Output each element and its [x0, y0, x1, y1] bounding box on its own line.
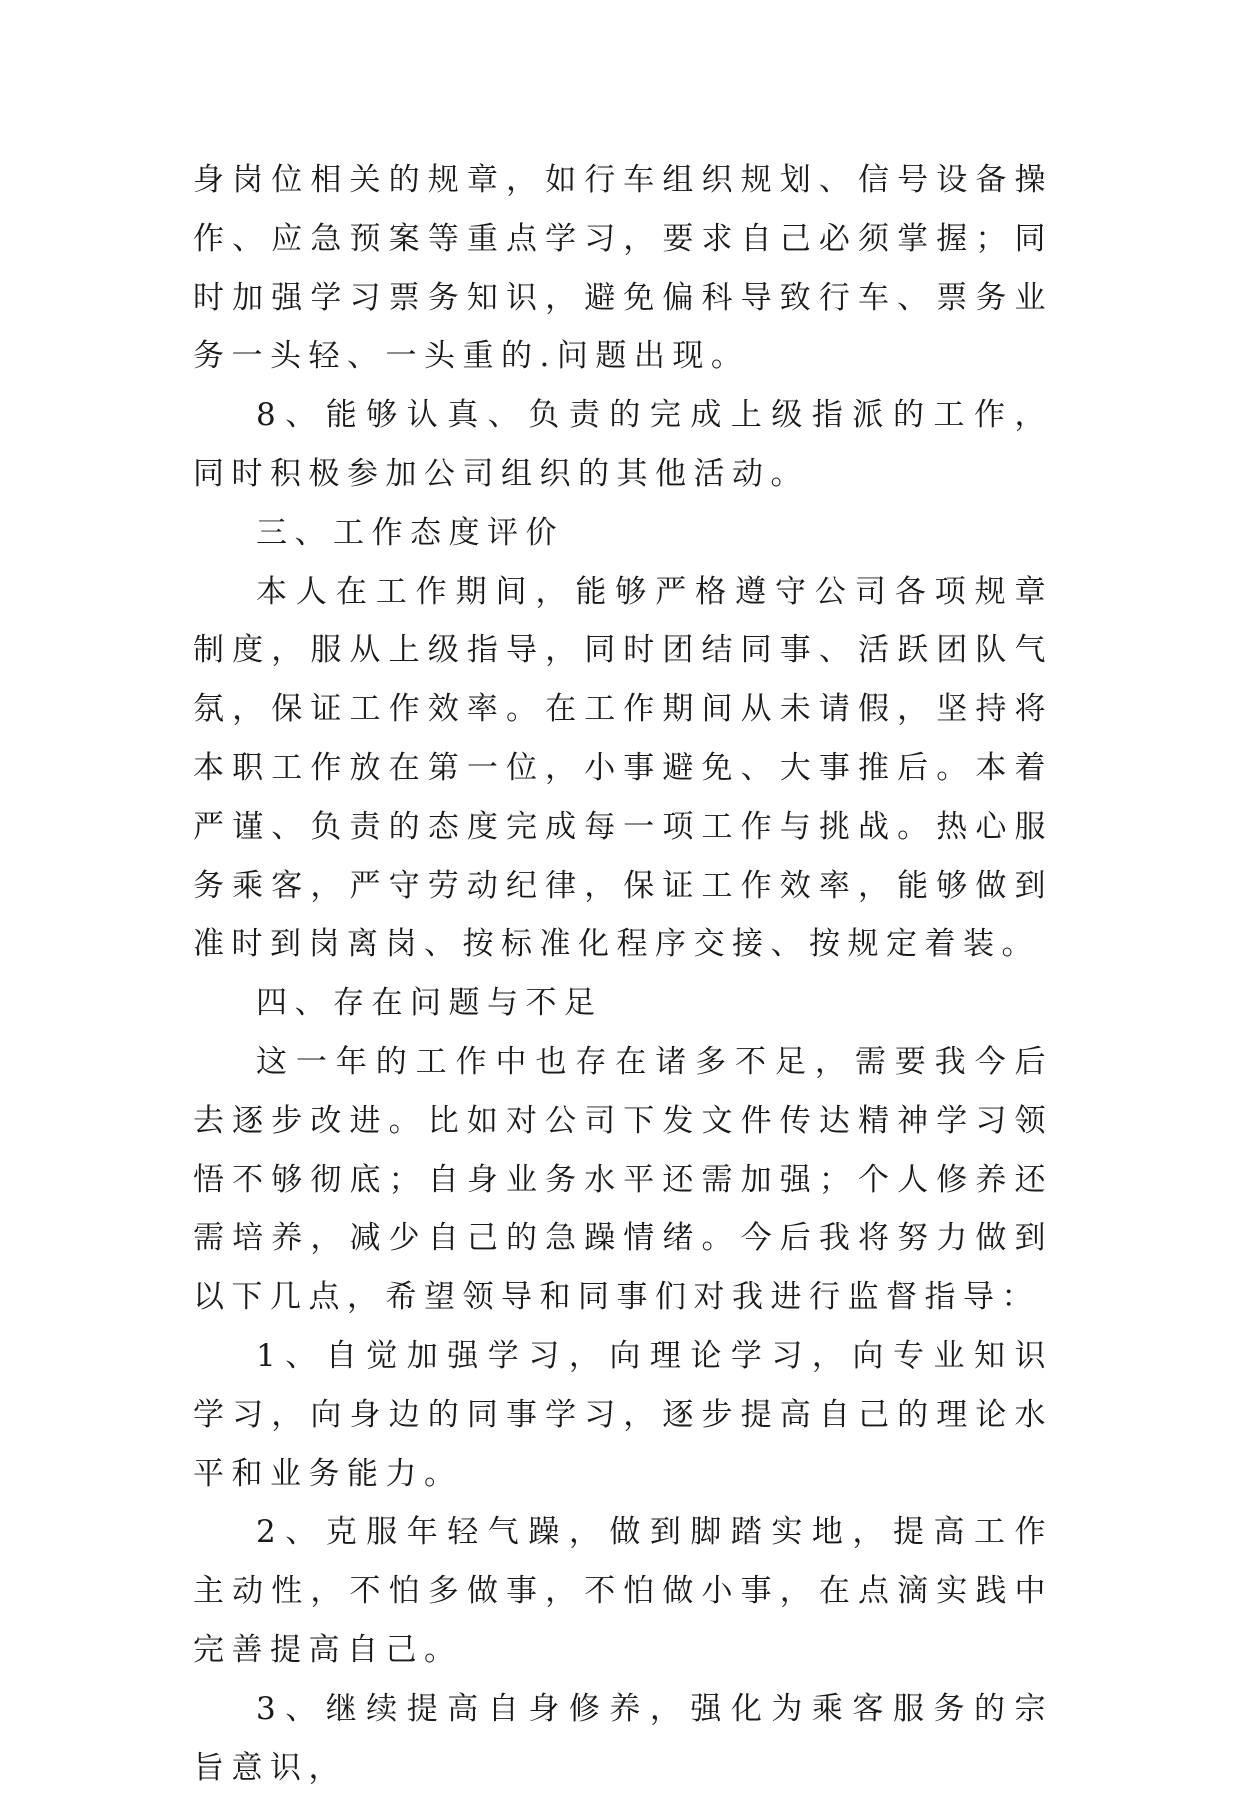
paragraph-item-2: 2、克服年轻气躁，做到脚踏实地，提高工作主动性，不怕多做事，不怕做小事，在点滴实践中完善提高自己。 — [193, 1514, 1053, 1668]
section-heading-problems: 四、存在问题与不足 — [256, 985, 603, 1022]
paragraph-problems: 这一年的工作中也存在诸多不足，需要我今后去逐步改进。比如对公司下发文件传达精神学习领悟不够彻底；自身业务水平还需加强；个人修养还需培养，减少自己的急躁情绪。今后我将努力做到以下几点，希望领导和同事们对我进行监督指导： — [193, 1043, 1053, 1316]
paragraph-work-attitude: 本人在工作期间，能够严格遵守公司各项规章制度，服从上级指导，同时团结同事、活跃团队气氛，保证工作效率。在工作期间从未请假，坚持将本职工作放在第一位，小事避免、大事推后。本着严谨、负责的态度完成每一项工作与挑战。热心服务乘客，严守劳动纪律，保证工作效率，能够做到准时到岗离岗、按标准化程序交接、按规定着装。 — [193, 573, 1053, 963]
document-body — [193, 151, 1053, 1797]
paragraph-item-3: 3、继续提高自身修养，强化为乘客服务的宗旨意识， — [193, 1690, 1053, 1786]
paragraph-item-1: 1、自觉加强学习，向理论学习，向专业知识学习，向身边的同事学习，逐步提高自己的理论水平和业务能力。 — [193, 1337, 1053, 1492]
section-heading-work-attitude: 三、工作态度评价 — [256, 514, 564, 551]
paragraph-item-8: 8、能够认真、负责的完成上级指派的工作，同时积极参加公司组织的其他活动。 — [193, 397, 1053, 492]
paragraph-continued: 身岗位相关的规章，如行车组织规划、信号设备操作、应急预案等重点学习，要求自己必须掌握；同时加强学习票务知识，避免偏科导致行车、票务业务一头轻、一头重的.问题出现。 — [193, 162, 1053, 375]
